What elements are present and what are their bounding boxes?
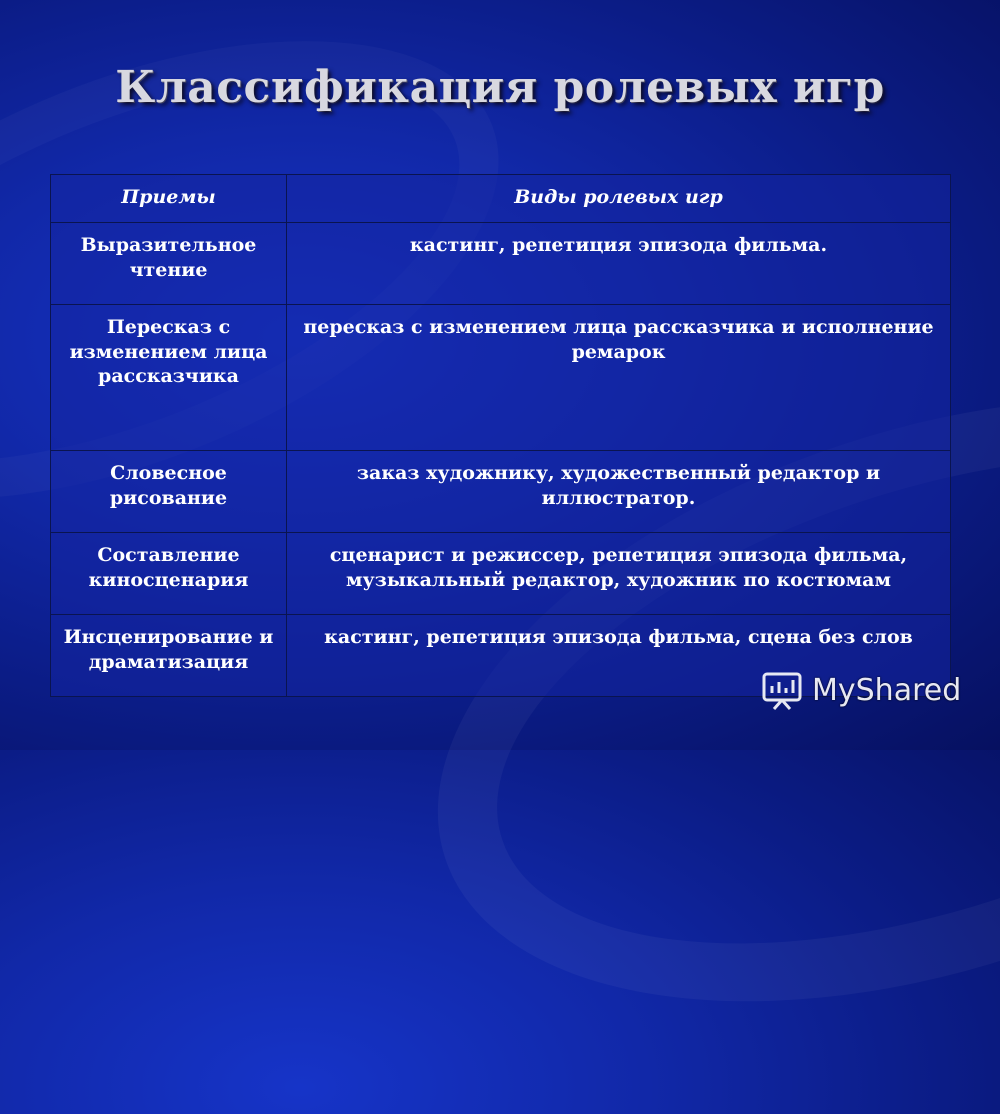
presentation-board-icon: [760, 668, 804, 712]
classification-table-container: [50, 174, 950, 697]
game-types-cell: кастинг, репетиция эпизода фильма.: [287, 223, 951, 305]
technique-cell: Составление киносценария: [51, 533, 287, 615]
technique-cell: Выразительное чтение: [51, 223, 287, 305]
table-row: [51, 305, 951, 451]
table-row: [51, 223, 951, 305]
table-row: [51, 451, 951, 533]
header-techniques: Приемы: [51, 175, 287, 223]
game-types-cell: кастинг, репетиция эпизода фильма, сцена без слов: [287, 615, 951, 697]
slide-title: Классификация ролевых игр: [115, 62, 885, 113]
myshared-watermark: [760, 668, 961, 712]
game-types-cell: сценарист и режиссер, репетиция эпизода фильма, музыкальный редактор, художник по костюмам: [287, 533, 951, 615]
technique-cell: Инсценирование и драматизация: [51, 615, 287, 697]
watermark-text: MyShared: [812, 672, 962, 708]
game-types-cell: заказ художнику, художественный редактор и иллюстратор.: [287, 451, 951, 533]
table-header-row: [51, 175, 951, 223]
game-types-cell: пересказ с изменением лица рассказчика и исполнение ремарок: [287, 305, 951, 451]
technique-cell: Словесное рисование: [51, 451, 287, 533]
classification-table: [50, 174, 951, 697]
technique-cell: Пересказ с изменением лица рассказчика: [51, 305, 287, 451]
header-game-types: Виды ролевых игр: [287, 175, 951, 223]
table-row: [51, 533, 951, 615]
